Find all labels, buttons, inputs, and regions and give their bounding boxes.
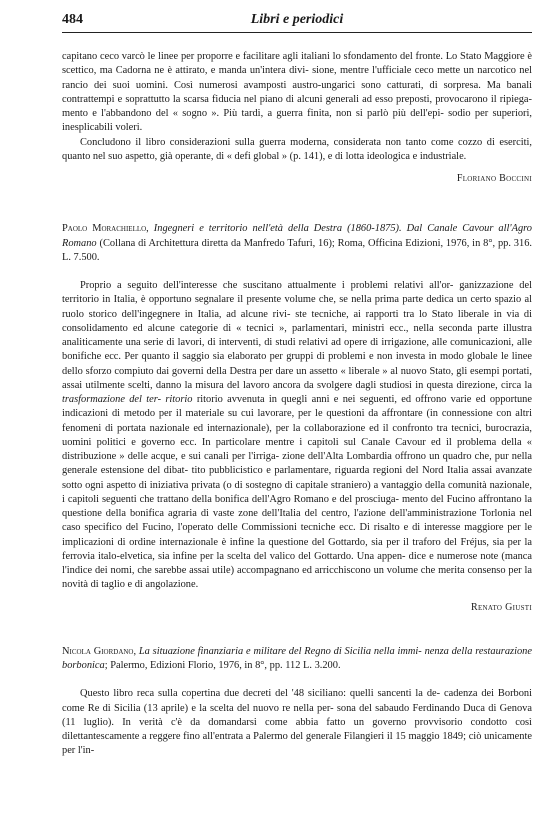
text-line: altri fenomeni di portata nazionale ed internazionale), per la collaborazione ed il confronto [62,408,532,434]
text-line: di lotta ideologica e industriale. [334,150,467,162]
text-line: ganizzazione del territorio in Italia, è opportuno segnalare il presente volume che, se nella [62,280,532,306]
page-number: 484 [62,12,83,27]
book-title: Cavour all'Agro Romano [62,223,532,249]
text-line: avamposti austro-ungarici sono catturati, di sorpresa. Ma banali contrattempi e soprattutto [62,79,533,105]
book-details: ; Palermo, Edizioni Florio, 1976, in 8°, pp. 112 [104,660,301,671]
text-line: come abbia fatto un governo provvisorio condotto così dilettantescamente a reggere fino [62,716,532,742]
text-line: capitano ceco varcò le linee per proporre e facilitare agli italiani lo sfondamento del [62,51,413,62]
text-line: Concludono il libro considerazioni sulla guerra moderna, considerata non tanto [80,136,427,148]
book-title: Ingegneri e territorio nell'età della Destra (1860-1875). Dal Canale [153,223,458,235]
bibliographic-entry [62,645,532,674]
bibliographic-entry [62,222,532,265]
text-line: tra tecnici, burocrazia, uomini politici e governo ecc. In particolare mentre i capitoli sul [62,422,532,448]
italic-phrase: trasformazione del ter- [62,394,162,405]
text-line: Canale Cavour ed il problema della « distribuzione » delle acque, e sui canali per l'irriga- [62,436,533,462]
review-paragraph [62,687,532,758]
text-line: ordine internazionale è infine la questione del Gottardo, sia per il traforo del Fréjus, sia [129,536,505,548]
text-line: alle bonifiche ecc. Per quanto il saggio sia elaborato per gruppi di problemi e non investa [62,337,532,363]
text-line: Proprio a seguito dell'interesse che suscitano attualmente i problemi relativi all'or- [80,280,454,291]
book-author: Paolo Morachiello, [62,223,149,235]
review-paragraph [62,136,532,165]
review-paragraph [62,279,532,593]
text-line: prima parte dedica un certo spazio al ruolo storico dell'ingegnere in Italia, ad alcune rivi- [62,294,532,320]
text-line: sione, mentre l'ufficiale ceco mette un narcotico nel rancio dei suoi uomini. Così numerosi [62,65,532,91]
text-line: sona del sabaudo Ferdinando Duca di Genova (11 luglio). In verità c'è da domandarsi [62,702,532,728]
text-line: in modo globale le linee dello sforzo compiuto dai governi della Destra per dare un assetto [62,351,532,377]
text-line: mento e l'abbandono del « sogno ». Più tardi, a guerra finita, non si parlò più dell'epi- [62,108,444,119]
page-header [62,12,532,33]
text-line: serie di lavori, di interventi, di studi relativi ad opere di irrigazione, alle comunicazioni, [143,337,514,348]
book-details: L. 3.200. [303,660,341,671]
page-content [62,50,532,759]
text-line: delle Commissioni tecniche ecc. Di risalto e di interesse maggiore per le implicazioni di [62,522,532,548]
review-paragraph [62,50,532,136]
text-line: nazionale, i capitoli seguenti che trattano della bonifica dell'Agro Romano e del prosciuga- [62,479,532,505]
text-line: di « tecnici », parlamentari, ministri ecc., nella seconda parte illustra analiticamente una [62,322,532,348]
text-line: ste tecniche, ai rapporti tra lo Stato liberale in via di consolidamento ed alcune categorie [62,308,533,334]
book-title: La situazione finanziaria e militare del Regno di Sicilia nella immi- [138,645,422,657]
text-line: mento del Fucino affrontano la questione della bonifica agraria di vaste zone dell'Italia [62,493,532,519]
review-giordano [62,645,532,759]
text-line: tito pubblicistico e parlamentare, riguarda regioni del Nord Italia assai avanzate sotto ogni [62,465,532,491]
italic-phrase: ritorio [165,394,193,405]
text-line: aspetto di iniziativa privata (o di sostegno di capitale straniero) a vantaggio della comunità [106,479,487,491]
text-line: metodo per il materiale su cui lavorare, per le questioni da affrontare (in connessione con [123,408,512,420]
text-line: arricchiscono un volume che merita consenso per la novità di taglio e di angolazione. [62,565,532,591]
text-line: come cozzo di eserciti, quanto nel suo aspetto, già operante, di « defi global » (p. 141), e [62,136,532,162]
text-line: la scarsa fiducia nel piano di alcuni generali ad esso preposti, provocarono il ripiega- [172,93,533,105]
book-details: (Collana di Architettura diretta da Manfredo Tafuri, 16); [96,237,335,249]
text-line: ritorio avvenuta in quegli anni e nei seguenti, ed offrono varie ed opportune indicazioni di [62,394,532,420]
text-line: sodio per superiori, inesplicabili voleri. [62,108,532,134]
text-line: dice e numerose note (manca l'indice dei nomi, che sarebbe assai utile) accompagnano ed [62,550,532,576]
review-boccini [62,50,532,186]
text-line: lavoro ancora da svolgere dagli studiosi in questa direzione, circa la [243,379,532,391]
text-line: Questo libro reca sulla copertina due decreti del '48 siciliano: quelli sancenti la de- [80,688,441,700]
text-line: cadenza dei Borboni come Re di Sicilia (13 aprile) e la scelta del nuovo re nella per- [62,688,532,714]
reviewer-signature: Floriano Boccini [456,173,532,184]
text-line: « liberale » al nuovo Stato, gli esempi portati, assai utilmente scelti, danno la misura del [62,365,532,391]
reviewer-signature: Renato Giusti [471,601,532,613]
book-author: Nicola Giordano, [62,645,137,657]
text-line: del centro, l'azione dell'amministrazione Torlonia nel caso specifico del Fucino, l'operato [62,508,532,534]
text-line: zione dell'Alta Lombardia offrono un quadro che, pur nella generale estensione del dibat- [62,451,532,477]
book-details: Roma, Officina Edizioni, 1976, in 8°, pp. 316. L. 7.500. [62,237,532,263]
text-line: fronte. Lo Stato Maggiore è scettico, ma Cadorna ne è attirato, e manda un'intera divi- [62,51,532,77]
review-morachiello [62,222,532,615]
text-line: all'entrata a Palermo del generale Filangieri il 15 maggio 1849; ciò unicamente per l'in- [62,731,532,757]
book-title: nenza della restaurazione borbonica [62,645,532,671]
text-line: per la ferrovia italo-elvetica, sia infine per la scelta del valico del Gottardo. Una appen- [62,536,532,562]
running-title: Libri e periodici [250,12,344,27]
